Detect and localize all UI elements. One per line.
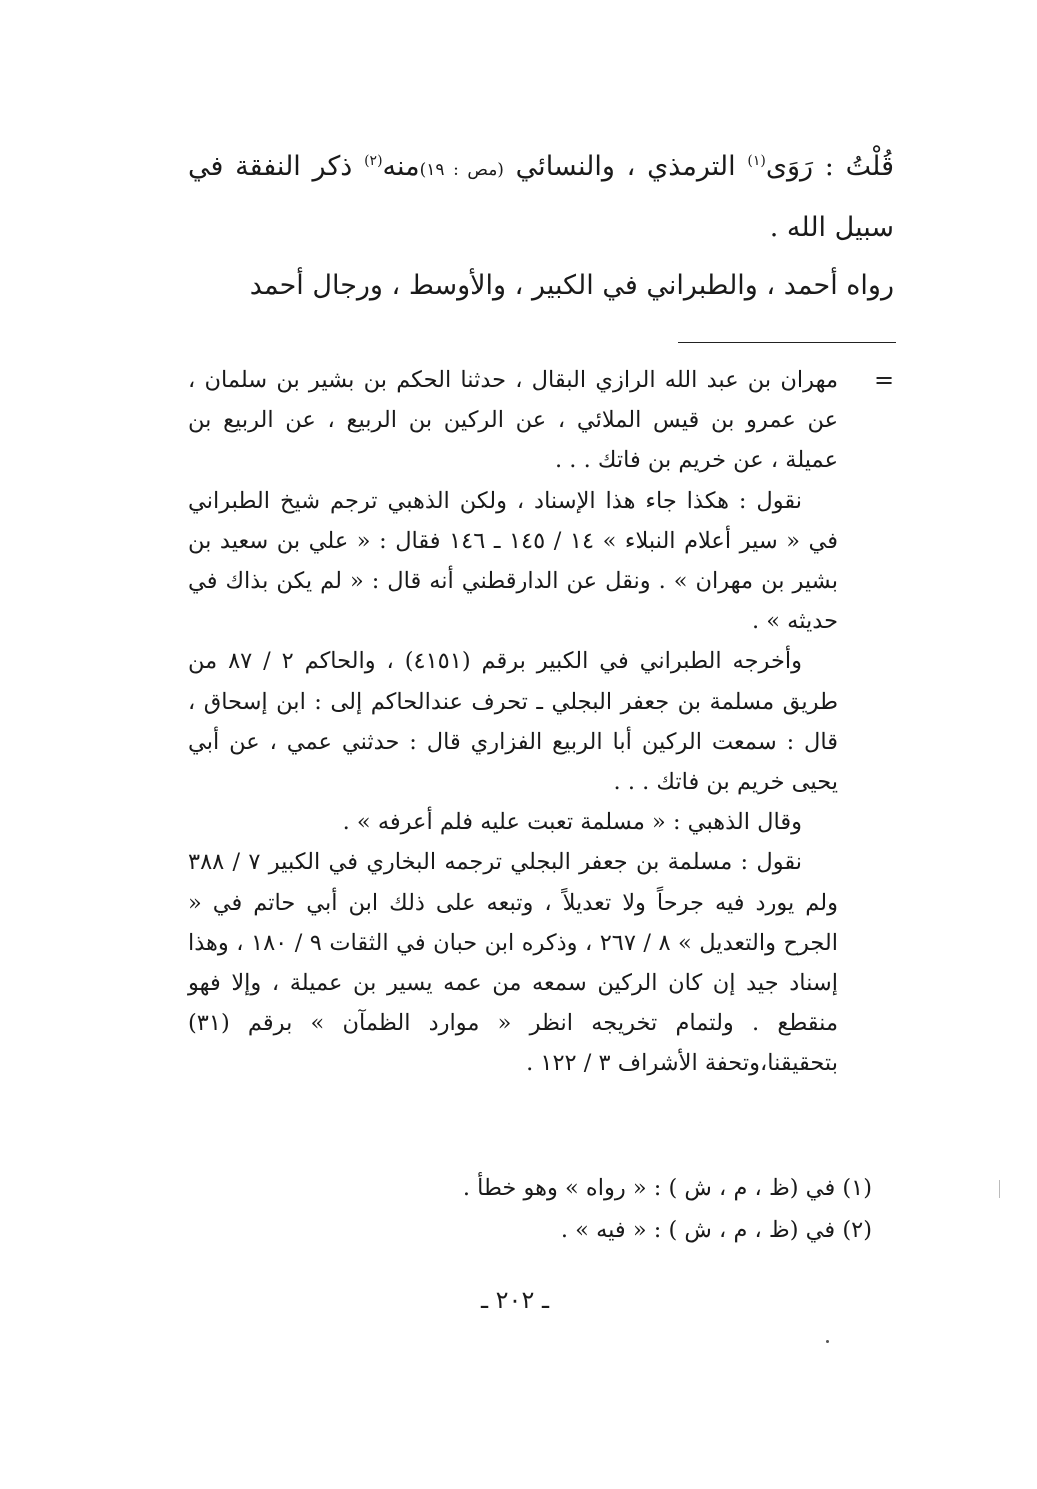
scan-speck [826,1340,829,1343]
footnote-1: (١) في (ظ ، م ، ش ) : « رواه » وهو خطأ . [462,1175,872,1201]
main-text [188,138,894,315]
continuation-mark: = [874,366,895,394]
main-paragraph-1 [188,138,894,257]
note-paragraph-3: وأخرجه الطبراني في الكبير برقم (٤١٥١) ، والحاكم ٢ / ٨٧ من طريق مسلمة بن جعفر البجلي ـ تحرف عندالحاكم إلى : ابن إسحاق ، قال : سمعت الركين أبا الربيع الفزاري قال : حدثني عمي ، عن أبي يحيى خريم بن فاتك . . . [188,648,838,796]
main-line1-prefix: قُلْتُ : رَوَى [765,151,894,182]
main-line1-suffix: ذكر النفقة في سبيل الله . [188,151,894,243]
page-number: ـ ٢٠٢ ـ [480,1286,549,1314]
note-paragraph-1: مهران بن عبد الله الرازي البقال ، حدثنا الحكم بن بشير بن سلمان ، عن عمرو بن قيس الملائي ، عن الركين بن الربيع ، عن الربيع بن عميلة ، عن خريم بن فاتك . . . [188,367,838,474]
note-paragraph-2: نقول : هكذا جاء هذا الإسناد ، ولكن الذهبي ترجم شيخ الطبراني في « سير أعلام النبلاء » ١٤ / ١٤٥ ـ ١٤٦ فقال : « علي بن سعيد بن بشير بن مهران » . ونقل عن الدارقطني أنه قال : « لم يكن بذاك في حديثه » . [188,487,839,635]
main-paragraph-2: رواه أحمد ، والطبراني في الكبير ، والأوسط ، ورجال أحمد [249,270,894,301]
scan-margin-mark [999,1180,1000,1198]
note-paragraph-4: وقال الذهبي : « مسلمة تعبت عليه فلم أعرفه » . [342,809,802,836]
footnote-ref-1: (١) [747,153,766,169]
footnote-ref-2: (٢) [364,153,383,169]
note-paragraph-5: نقول : مسلمة بن جعفر البجلي ترجمه البخاري في الكبير ٧ / ٣٨٨ ولم يورد فيه جرحاً ولا تعديلاً ، وتبعه على ذلك ابن أبي حاتم في « الجرح والتعديل » ٨ / ٢٦٧ ، وذكره ابن حبان في الثقات ٩ / ١٨٠ ، وهذا إسناد جيد إن كان الركين سمعه من عمه يسير بن عميلة ، وإلا فهو منقطع . ولتمام تخريجه انظر « موارد الظمآن » برقم (٣١) بتحقيقنا،وتحفة الأشراف ٣ / ١٢٢ . [188,849,839,1077]
main-line1-middle: الترمذي ، والنسائي [503,151,748,182]
footnote-2: (٢) في (ظ ، م ، ش ) : « فيه » . [560,1217,872,1243]
notes-section [188,360,838,1084]
manuscript-ref: (مص : ١٩) [419,160,504,180]
footnote-separator [678,342,896,343]
main-line1-after-ref: منه [382,151,420,182]
